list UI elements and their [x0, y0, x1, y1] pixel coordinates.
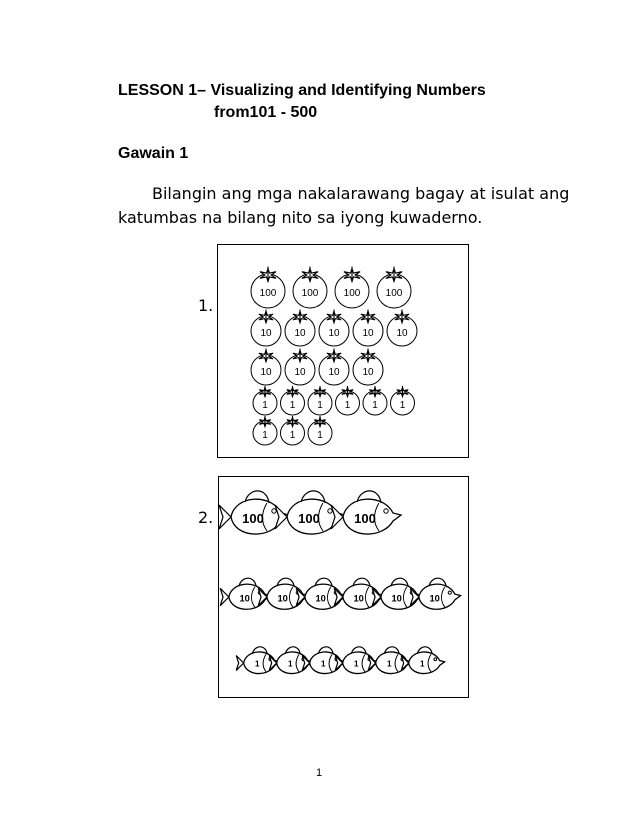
tomato-2-3 — [353, 349, 383, 386]
problem-1-number: 1. — [198, 296, 214, 315]
tomato-2-2 — [319, 349, 349, 386]
fish-label: 10 — [277, 593, 288, 604]
lesson-title-line1: LESSON 1– Visualizing and Identifying Numbers — [118, 82, 486, 99]
tomato-1-2 — [319, 310, 349, 347]
tomato-0-2 — [335, 267, 369, 309]
tomato-0-1 — [293, 267, 327, 309]
tomato-label: 10 — [294, 328, 306, 339]
tomato-2-0 — [251, 349, 281, 386]
tomato-label: 1 — [372, 400, 378, 411]
tomato-label: 1 — [399, 400, 406, 411]
fish-label: 1 — [288, 659, 293, 669]
tomato-label: 100 — [385, 288, 403, 299]
tomato-3-0 — [253, 386, 277, 415]
lesson-title-line2: from101 - 500 — [214, 104, 318, 121]
tomato-label: 10 — [396, 328, 408, 339]
fish-illustration — [219, 477, 468, 697]
tomato-1-3 — [353, 310, 383, 347]
tomato-label: 10 — [362, 367, 374, 378]
lesson-title — [118, 80, 486, 124]
tomato-label: 1 — [344, 400, 351, 411]
tomato-label: 1 — [289, 430, 296, 441]
fish-label: 10 — [239, 593, 250, 604]
tomato-label: 1 — [317, 430, 323, 441]
tomato-illustration — [218, 245, 468, 457]
page-number: 1 — [315, 767, 323, 779]
tomato-0-3 — [377, 267, 411, 309]
activity-title: Gawain 1 — [118, 145, 189, 162]
tomato-4-0 — [253, 416, 277, 445]
fish-label: 10 — [315, 593, 326, 604]
fish-label: 10 — [391, 593, 402, 604]
tomato-1-0 — [251, 310, 281, 347]
fish-label: 1 — [354, 659, 359, 669]
fish-label: 100 — [354, 511, 376, 526]
fish-label: 1 — [255, 659, 260, 669]
tomato-3-3 — [336, 386, 360, 415]
problem-1-box — [217, 244, 469, 458]
problem-2-box — [218, 476, 469, 698]
fish-0-2 — [331, 491, 401, 534]
tomato-label: 100 — [259, 288, 277, 299]
tomato-label: 100 — [343, 288, 361, 299]
fish-label: 1 — [420, 659, 425, 669]
tomato-label: 10 — [328, 367, 340, 378]
tomato-3-1 — [281, 386, 305, 415]
tomato-1-1 — [285, 310, 315, 347]
tomato-3-4 — [363, 386, 387, 415]
tomato-label: 1 — [289, 400, 296, 411]
tomato-0-0 — [251, 267, 285, 309]
fish-label: 10 — [429, 593, 440, 604]
tomato-4-1 — [281, 416, 305, 445]
tomato-1-4 — [387, 310, 417, 347]
tomato-label: 1 — [317, 400, 323, 411]
tomato-3-5 — [391, 386, 415, 415]
tomato-label: 10 — [260, 367, 272, 378]
tomato-label: 10 — [362, 328, 374, 339]
tomato-label: 10 — [260, 328, 272, 339]
tomato-label: 1 — [262, 430, 268, 441]
fish-label: 100 — [242, 511, 264, 526]
activity-instructions: Bilangin ang mga nakalarawang bagay at isulat ang katumbas na bilang nito sa iyong kuwaderno. — [118, 184, 570, 227]
fish-label: 100 — [298, 511, 320, 526]
fish-label: 10 — [353, 593, 364, 604]
fish-label: 1 — [387, 659, 392, 669]
tomato-4-2 — [308, 416, 332, 445]
tomato-label: 100 — [301, 288, 319, 299]
tomato-label: 10 — [328, 328, 340, 339]
tomato-label: 1 — [262, 400, 268, 411]
tomato-2-1 — [285, 349, 315, 386]
problem-2-number: 2. — [198, 508, 214, 527]
fish-label: 1 — [321, 659, 326, 669]
tomato-label: 10 — [294, 367, 306, 378]
tomato-3-2 — [308, 386, 332, 415]
